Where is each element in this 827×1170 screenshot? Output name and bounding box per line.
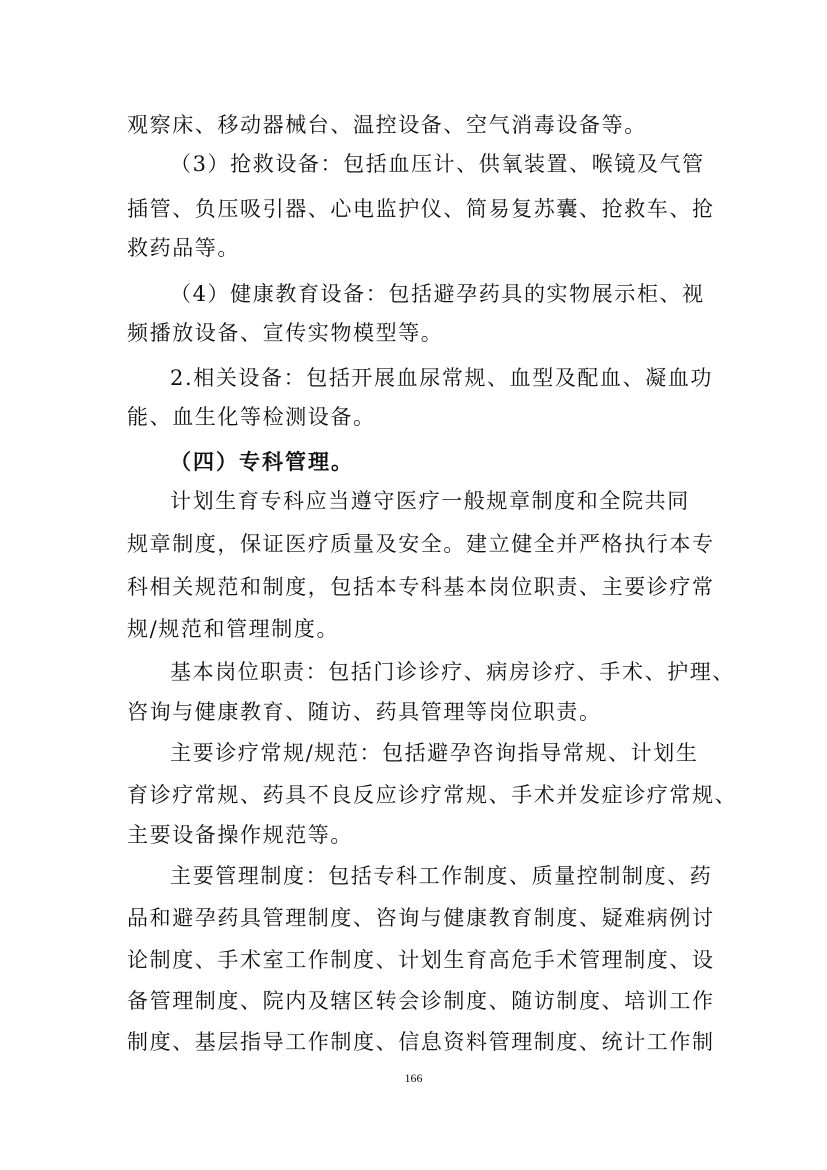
text-line: 咨询与健康教育、随访、药具管理等岗位职责。 [127, 700, 602, 724]
text-line: 主要诊疗常规/规范：包括避孕咨询指导常规、计划生 [170, 741, 699, 765]
text-line: 观察床、移动器械台、温控设备、空气消毒设备等。 [127, 113, 647, 137]
text-line: 论制度、手术室工作制度、计划生育高危手术管理制度、设 [127, 948, 715, 972]
text-line: 计划生育专科应当遵守医疗一般规章制度和全院共同 [170, 489, 690, 513]
text-line: 频播放设备、宣传实物模型等。 [127, 321, 444, 345]
text-line: 规/规范和管理制度。 [127, 617, 340, 641]
text-line: 2.相关设备：包括开展血尿常规、血型及配血、凝血功 [170, 366, 714, 390]
text-line: 科相关规范和制度，包括本专科基本岗位职责、主要诊疗常 [127, 575, 715, 599]
text-line: 规章制度，保证医疗质量及安全。建立健全并严格执行本专 [127, 532, 715, 556]
text-line: （3）抢救设备：包括血压计、供氧装置、喉镜及气管 [170, 152, 705, 176]
text-line: 基本岗位职责：包括门诊诊疗、病房诊疗、手术、护理、 [170, 660, 735, 684]
text-line: 育诊疗常规、药具不良反应诊疗常规、手术并发症诊疗常规、 [127, 783, 738, 807]
text-line: 备管理制度、院内及辖区转会诊制度、随访制度、培训工作 [127, 989, 715, 1013]
text-line: （4）健康教育设备：包括避孕药具的实物展示柜、视 [170, 282, 705, 306]
text-line: 能、血生化等检测设备。 [127, 405, 376, 429]
text-line: 救药品等。 [127, 236, 240, 260]
text-line: 主要设备操作规范等。 [127, 823, 353, 847]
text-line: 插管、负压吸引器、心电监护仪、简易复苏囊、抢救车、抢 [127, 197, 715, 221]
text-line: 品和避孕药具管理制度、咨询与健康教育制度、疑难病例讨 [127, 906, 715, 930]
section-heading: （四）专科管理。 [170, 449, 354, 474]
text-line: 制度、基层指导工作制度、信息资料管理制度、统计工作制 [127, 1030, 715, 1054]
page-number: 166 [404, 1071, 423, 1085]
text-line: 主要管理制度：包括专科工作制度、质量控制制度、药 [170, 864, 713, 888]
